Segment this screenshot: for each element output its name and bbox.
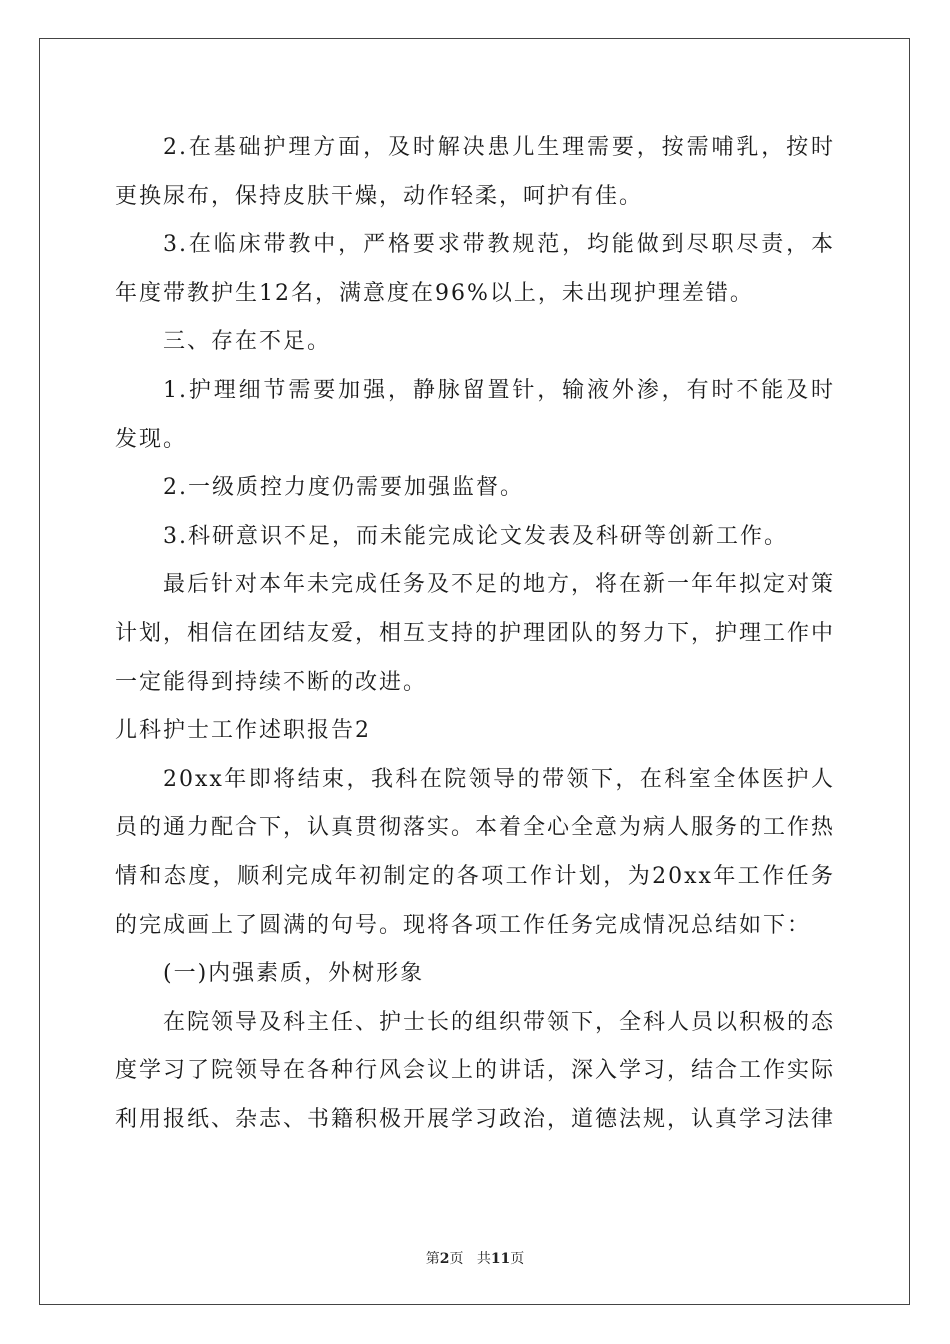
current-page-number: 2 [439, 1251, 450, 1267]
paragraph: 在院领导及科主任、护士长的组织带领下，全科人员以积极的态度学习了院领导在各种行风会议上的讲话，深入学习，结合工作实际利用报纸、杂志、书籍积极开展学习政治，道德法规，认真学习法律 [115, 1009, 836, 1132]
total-page-number: 11 [490, 1251, 511, 1267]
page-footer [0, 1248, 950, 1268]
paragraph: 2.一级质控力度仍需要加强监督。 [163, 475, 524, 501]
paragraph: 3.在临床带教中，严格要求带教规范，均能做到尽职尽责，本年度带教护生12名，满意度在96%以上，未出现护理差错。 [115, 232, 835, 306]
footer-page-suffix: 页 [449, 1251, 464, 1267]
document-body [115, 124, 835, 1144]
section-heading: (一)内强素质，外树形象 [163, 961, 425, 987]
paragraph: 3.科研意识不足，而未能完成论文发表及科研等创新工作。 [163, 523, 788, 549]
report-title: 儿科护士工作述职报告2 [115, 718, 371, 744]
paragraph: 最后针对本年未完成任务及不足的地方，将在新一年年拟定对策计划，相信在团结友爱，相互支持的护理团队的努力下，护理工作中一定能得到持续不断的改进。 [115, 572, 836, 695]
footer-total-suffix: 页 [510, 1251, 525, 1267]
section-heading: 三、存在不足。 [163, 329, 332, 355]
footer-prefix: 第 [425, 1251, 440, 1267]
paragraph: 20xx年即将结束，我科在院领导的带领下，在科室全体医护人员的通力配合下，认真贯彻落实。本着全心全意为病人服务的工作热情和态度，顺利完成年初制定的各项工作计划，为20xx年工作任务的完成画上了圆满的句号。现将各项工作任务完成情况总结如下： [115, 766, 836, 938]
paragraph: 2.在基础护理方面，及时解决患儿生理需要，按需哺乳，按时更换尿布，保持皮肤干燥，动作轻柔，呵护有佳。 [115, 135, 835, 209]
footer-total-prefix: 共 [476, 1251, 491, 1267]
paragraph: 1.护理细节需要加强，静脉留置针，输液外渗，有时不能及时发现。 [115, 377, 835, 452]
